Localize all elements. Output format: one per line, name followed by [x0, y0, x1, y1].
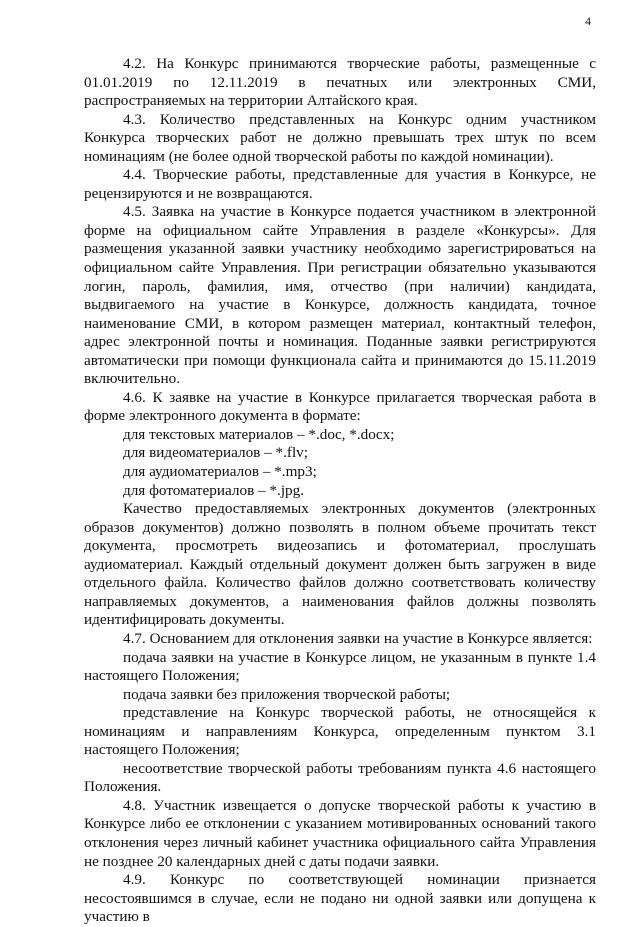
- page-number: 4: [585, 14, 591, 28]
- rejection-reason-3: представление на Конкурс творческой работы, не относящейся к номинациям и направлениям Конкурса, определенным пунктом 3.1 настоящего Положения;: [84, 704, 596, 759]
- paragraph-document-quality: Качество предоставляемых электронных документов (электронных образов документов) должно позволять в полном объеме прочитать текст документа, просмотреть видеозапись и фотоматериал, прослушать аудиоматериал. Каждый отдельный документ должен быть загружен в виде отдельного файла. Количество файлов должно соответствовать количеству направляемых документов, а наименования файлов должны позволять идентифицировать документы.: [84, 500, 596, 629]
- rejection-reason-2: подача заявки без приложения творческой работы;: [123, 685, 451, 703]
- paragraph-4-3: 4.3. Количество представленных на Конкурс одним участником Конкурса творческих работ не должно превышать трех штук по всем номинациям (не более одной творческой работы по каждой номинации).: [84, 110, 596, 165]
- document-body: [84, 55, 596, 927]
- paragraph-4-9: 4.9. Конкурс по соответствующей номинации признается несостоявшимся в случае, если не подано ни одной заявки или допущена к участию в: [84, 871, 596, 926]
- format-text-materials: для текстовых материалов – *.doc, *.docx;: [123, 425, 395, 443]
- format-audio-materials: для аудиоматериалов – *.mp3;: [123, 463, 317, 481]
- rejection-reason-4: несоответствие творческой работы требованиям пункта 4.6 настоящего Положения.: [84, 759, 596, 796]
- paragraph-4-4: 4.4. Творческие работы, представленные для участия в Конкурсе, не рецензируются и не возвращаются.: [84, 166, 596, 202]
- paragraph-4-5: 4.5. Заявка на участие в Конкурсе подается участником в электронной форме на официальном сайте Управления в разделе «Конкурсы». Для размещения указанной заявки участнику необходимо зарегистрироваться на официальном сайте Управления. При регистрации обязательно указываются логин, пароль, фамилия, имя, отчество (при наличии) кандидата, выдвигаемого на участие в Конкурсе, должность кандидата, точное наименование СМИ, в котором размещен материал, контактный телефон, адрес электронной почты и номинация. Поданные заявки регистрируются автоматически при помощи функционала сайта и принимаются до 15.11.2019 включительно.: [84, 203, 596, 388]
- rejection-reason-1: подача заявки на участие в Конкурсе лицом, не указанным в пункте 1.4 настоящего Положения;: [84, 648, 596, 685]
- paragraph-4-7: 4.7. Основанием для отклонения заявки на участие в Конкурсе является:: [123, 629, 593, 647]
- format-photo-materials: для фотоматериалов – *.jpg.: [123, 481, 305, 499]
- format-video-materials: для видеоматериалов – *.flv;: [123, 444, 309, 462]
- paragraph-4-2: 4.2. На Конкурс принимаются творческие работы, размещенные с 01.01.2019 по 12.11.2019 в печатных или электронных СМИ, распространяемых на территории Алтайского края.: [84, 55, 596, 110]
- paragraph-4-6: 4.6. К заявке на участие в Конкурсе прилагается творческая работа в форме электронного документа в формате:: [84, 388, 596, 425]
- paragraph-4-8: 4.8. Участник извещается о допуске творческой работы к участию в Конкурсе либо ее отклонении с указанием мотивированных оснований такого отклонения через личный кабинет участника официального сайта Управления не позднее 20 календарных дней с даты подачи заявки.: [84, 796, 596, 870]
